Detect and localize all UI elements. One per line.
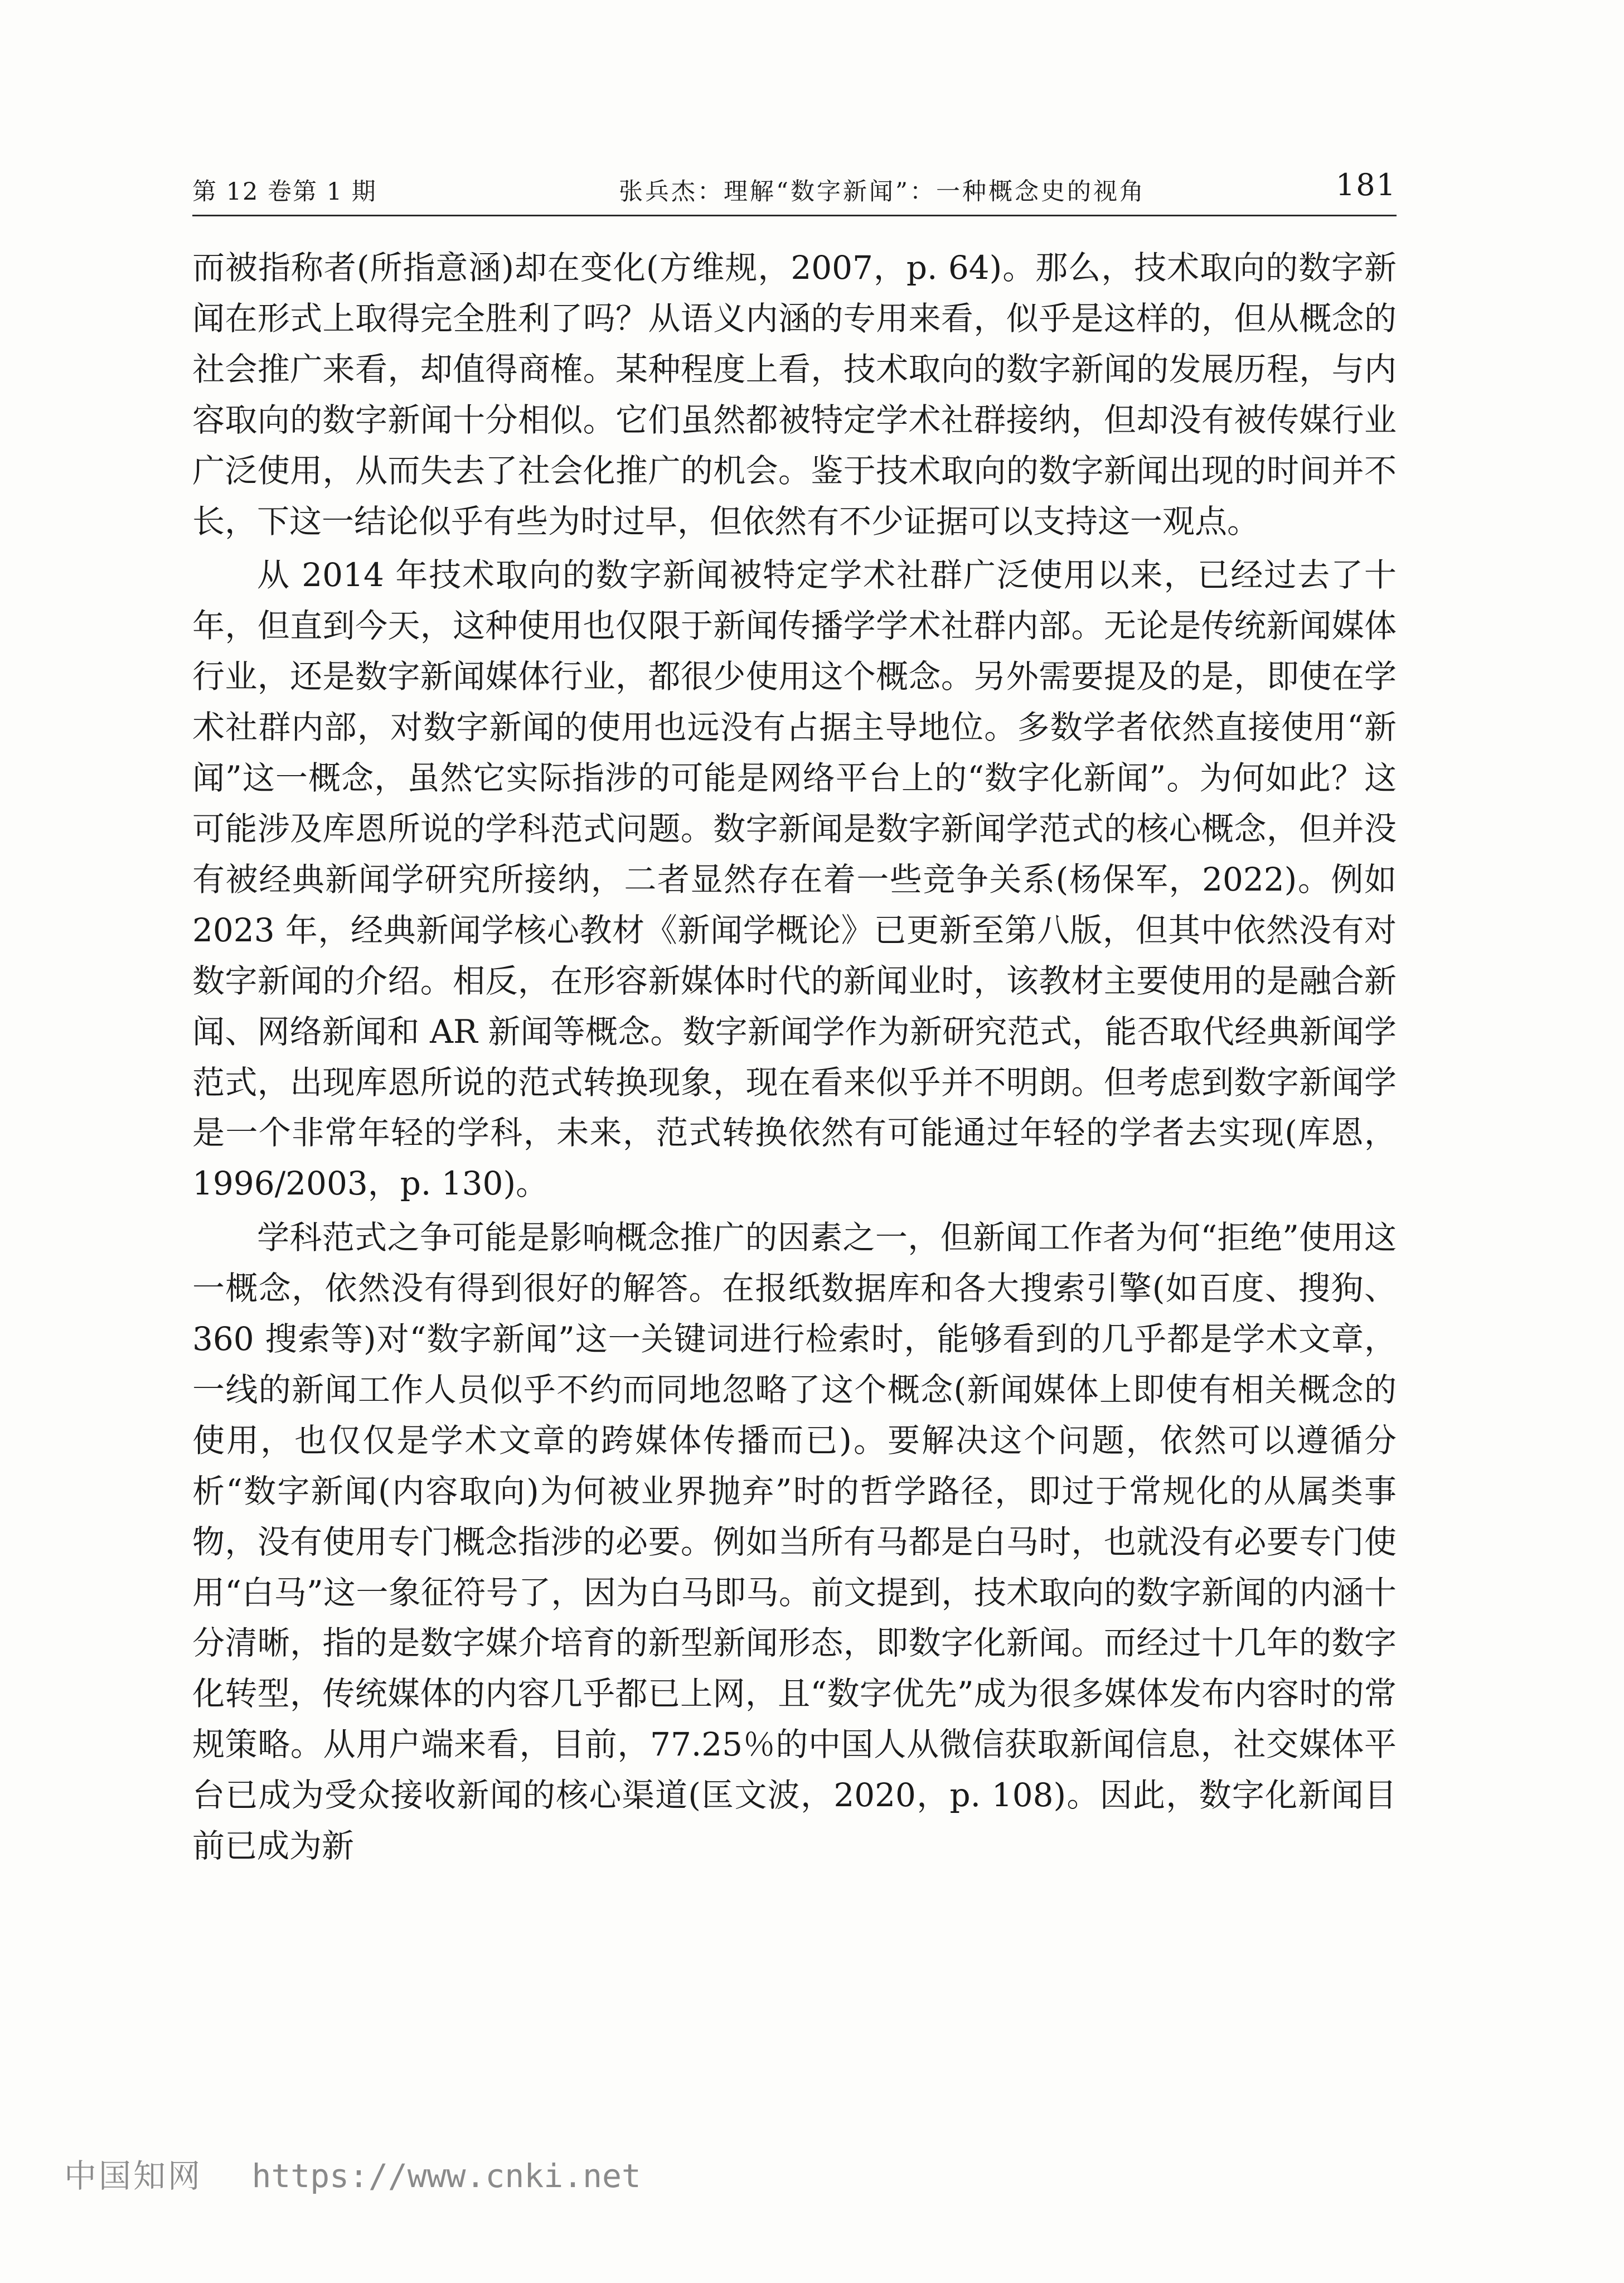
running-header xyxy=(192,167,1397,212)
paragraph-2: 从 2014 年技术取向的数字新闻被特定学术社群广泛使用以来，已经过去了十年，但直到今天，这种使用也仅限于新闻传播学学术社群内部。无论是传统新闻媒体行业，还是数字新闻媒体行业，都很少使用这个概念。另外需要提及的是，即使在学术社群内部，对数字新闻的使用也远没有占据主导地位。多数学者依然直接使用“新闻”这一概念，虽然它实际指涉的可能是网络平台上的“数字化新闻”。为何如此？这可能涉及库恩所说的学科范式问题。数字新闻是数字新闻学范式的核心概念，但并没有被经典新闻学研究所接纳，二者显然存在着一些竞争关系(杨保军，2022)。例如 2023 年，经典新闻学核心教材《新闻学概论》已更新至第八版，但其中依然没有对数字新闻的介绍。相反，在形容新媒体时代的新闻业时，该教材主要使用的是融合新闻、网络新闻和 AR 新闻等概念。数字新闻学作为新研究范式，能否取代经典新闻学范式，出现库恩所说的范式转换现象，现在看来似乎并不明朗。但考虑到数字新闻学是一个非常年轻的学科，未来，范式转换依然有可能通过年轻的学者去实现(库恩，1996/2003，p. 130)。 xyxy=(192,556,1397,1203)
article-body xyxy=(192,243,1397,1871)
cnki-logo: 中国知网 xyxy=(64,2157,203,2195)
header-rule xyxy=(192,215,1397,216)
watermark-footer xyxy=(64,2150,641,2197)
cnki-url: https://www.cnki.net xyxy=(251,2157,641,2195)
page-number: 181 xyxy=(1335,167,1397,202)
journal-issue: 第 12 卷第 1 期 xyxy=(192,178,377,206)
paragraph-3: 学科范式之争可能是影响概念推广的因素之一，但新闻工作者为何“拒绝”使用这一概念，依然没有得到很好的解答。在报纸数据库和各大搜索引擎(如百度、搜狗、360 搜索等)对“数字新闻”这一关键词进行检索时，能够看到的几乎都是学术文章，一线的新闻工作人员似乎不约而同地忽略了这个概念(新闻媒体上即使有相关概念的使用，也仅仅是学术文章的跨媒体传播而已)。要解决这个问题，依然可以遵循分析“数字新闻(内容取向)为何被业界抛弃”时的哲学路径，即过于常规化的从属类事物，没有使用专门概念指涉的必要。例如当所有马都是白马时，也就没有必要专门使用“白马”这一象征符号了，因为白马即马。前文提到，技术取向的数字新闻的内涵十分清晰，指的是数字媒介培育的新型新闻形态，即数字化新闻。而经过十几年的数字化转型，传统媒体的内容几乎都已上网，且“数字优先”成为很多媒体发布内容时的常规策略。从用户端来看，目前，77.25％的中国人从微信获取新闻信息，社交媒体平台已成为受众接收新闻的核心渠道(匡文波，2020，p. 108)。因此，数字化新闻目前已成为新 xyxy=(192,1218,1397,1865)
paragraph-1: 而被指称者(所指意涵)却在变化(方维规，2007，p. 64)。那么，技术取向的数字新闻在形式上取得完全胜利了吗？从语义内涵的专用来看，似乎是这样的，但从概念的社会推广来看，却值得商榷。某种程度上看，技术取向的数字新闻的发展历程，与内容取向的数字新闻十分相似。它们虽然都被特定学术社群接纳，但却没有被传媒行业广泛使用，从而失去了社会化推广的机会。鉴于技术取向的数字新闻出现的时间并不长，下这一结论似乎有些为时过早，但依然有不少证据可以支持这一观点。 xyxy=(192,249,1397,540)
article-running-title: 张兵杰：理解“数字新闻”：一种概念史的视角 xyxy=(619,178,1146,206)
